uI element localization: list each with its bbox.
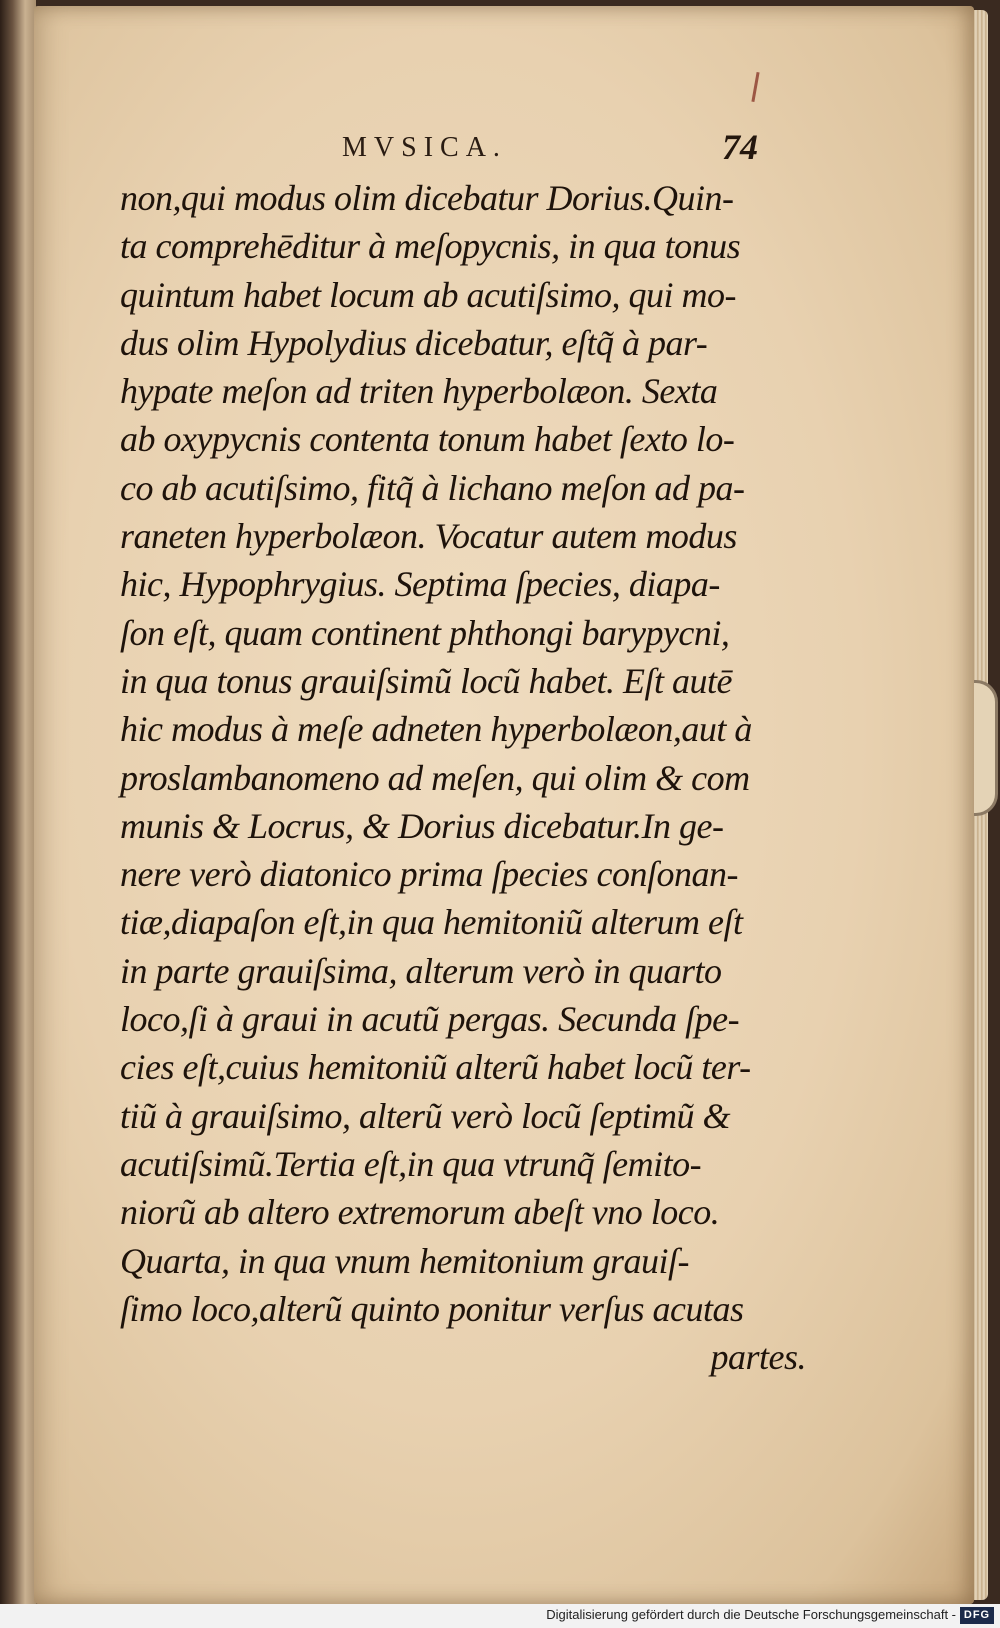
text-line: dus olim Hypolydius dicebatur, eſtq̃ à par- (120, 322, 708, 363)
text-line: non,qui modus olim dicebatur Dorius.Quin- (120, 178, 734, 218)
text-line: hic modus à meſe adneten hyperbolæon,aut à (120, 709, 752, 750)
text-line: hic, Hypophrygius. Septima ſpecies, diapa- (120, 564, 720, 605)
text-line: munis & Locrus, & Dorius dicebatur.In ge- (120, 805, 724, 846)
text-line: co ab acutiſsimo, fitq̃ à lichano meſon ad pa- (120, 467, 745, 508)
text-line: loco,ſi à graui in acutũ pergas. Secunda ſpe- (120, 999, 740, 1040)
text-line: acutiſsimũ.Tertia eſt,in qua vtrunq̃ ſemito- (120, 1143, 702, 1184)
text-line: ſimo loco,alterũ quinto ponitur verſus acutas (120, 1288, 744, 1329)
pencil-mark (751, 72, 759, 102)
text-line: cies eſt,cuius hemitoniũ alterũ habet locũ ter- (120, 1047, 751, 1088)
text-line: proslambanomeno ad meſen, qui olim & com (120, 757, 750, 798)
page-header (34, 127, 974, 172)
text-line: in qua tonus grauiſsimũ locũ habet. Eſt autē (120, 660, 732, 701)
binding-edge (0, 0, 36, 1628)
text-line: nere verò diatonico prima ſpecies conſonan- (120, 854, 739, 895)
text-line: raneten hyperbolæon. Vocatur autem modus (120, 516, 737, 557)
footer-bar (0, 1604, 1000, 1628)
text-line: partes. (710, 1337, 806, 1378)
text-line: in parte grauiſsima, alterum verò in quarto (120, 950, 722, 991)
body-text (120, 174, 820, 1381)
text-line: ab oxypycnis contenta tonum habet ſexto lo- (120, 419, 735, 460)
text-line: hypate meſon ad triten hyperbolæon. Sexta (120, 371, 718, 412)
text-line: tiũ à grauiſsimo, alterũ verò locũ ſeptimũ & (120, 1095, 730, 1136)
text-line: quintum habet locum ab acutiſsimo, qui mo- (120, 274, 736, 315)
text-line: ſon eſt, quam continent phthongi barypycni, (120, 612, 730, 653)
text-line: tiæ,diapaſon eſt,in qua hemitoniũ alterum eſt (120, 902, 743, 943)
book-page (34, 6, 974, 1604)
page-number: 74 (722, 127, 758, 167)
running-head: MVSICA. (342, 132, 507, 163)
text-line: Quarta, in qua vnum hemitonium grauiſ- (120, 1240, 689, 1281)
funding-credit: Digitalisierung gefördert durch die Deutsche Forschungsgemeinschaft - (546, 1607, 956, 1622)
dfg-logo: DFG (960, 1607, 994, 1624)
text-line: niorũ ab altero extremorum abeſt vno loco. (120, 1192, 720, 1233)
text-line: ta comprehēditur à meſopycnis, in qua tonus (120, 226, 741, 267)
